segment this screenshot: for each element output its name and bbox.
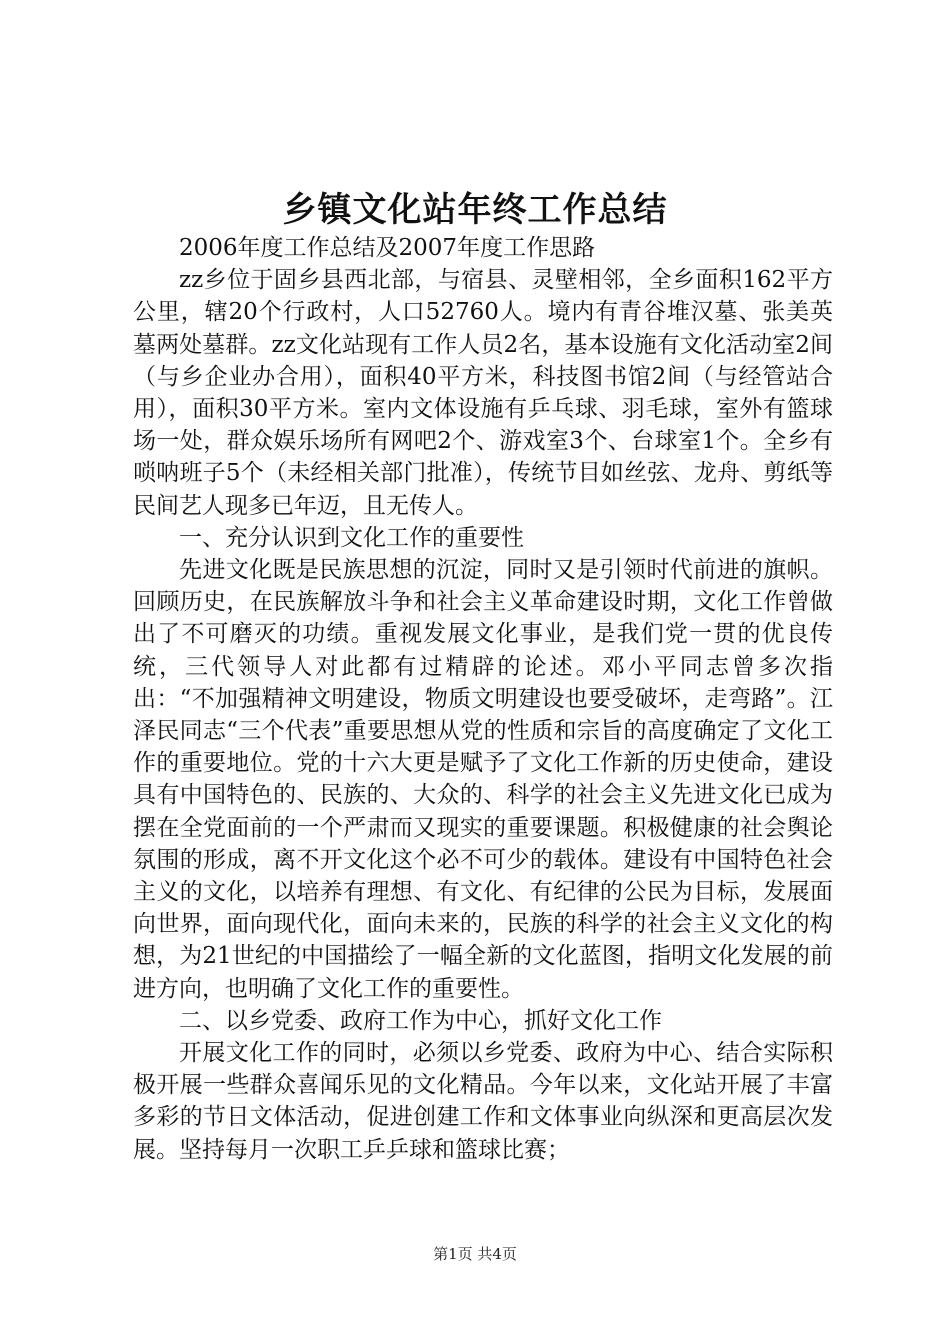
document-title: 乡镇文化站年终工作总结 [282, 190, 668, 230]
page-footer: 第1页 共4页 [433, 1245, 517, 1263]
section-heading-1: 一、充分认识到文化工作的重要性 [179, 524, 524, 551]
subtitle-paragraph: 2006年度工作总结及2007年度工作思路 [179, 235, 596, 261]
section-1-paragraph: 先进文化既是民族思想的沉淀，同时又是引领时代前进的旗帜。回顾历史，在民族解放斗争和社会主义革命建设时期，文化工作曾做出了不可磨灭的功绩。重视发展文化事业，是我们党一贯的优良传统，三代领导人对此都有过精辟的论述。邓小平同志曾多次指出：“不加强精神文明建设，物质文明建设也要受破坏，走弯路”。江泽民同志“三个代表”重要思想从党的性质和宗旨的高度确定了文化工作的重要地位。党的十六大更是赋予了文化工作新的历史使命，建设具有中国特色的、民族的、大众的、科学的社会主义先进文化已成为摆在全党面前的一个严肃而又现实的重要课题。积极健康的社会舆论氛围的形成，离不开文化这个必不可少的载体。建设有中国特色社会主义的文化，以培养有理想、有文化、有纪律的公民为目标，发展面向世界，面向现代化，面向未来的，民族的科学的社会主义文化的构想，为21世纪的中国描绘了一幅全新的文化蓝图，指明文化发展的前进方向，也明确了文化工作的重要性。 [133, 557, 833, 1002]
intro-paragraph: zz乡位于固乡县西北部，与宿县、灵壁相邻，全乡面积162平方公里，辖20个行政村，人口52760人。境内有青谷堆汉墓、张美英墓两处墓群。zz文化站现有工作人员2名，基本设施有文化活动室2间（与乡企业办合用），面积40平方米，科技图书馆2间（与经管站合用），面积30平方米。室内文体设施有乒乓球、羽毛球，室外有篮球场一处，群众娱乐场所有网吧2个、游戏室3个、台球室1个。全乡有唢呐班子5个（未经相关部门批准），传统节目如丝弦、龙舟、剪纸等民间艺人现多已年迈，且无传人。 [133, 267, 833, 519]
document-body [133, 232, 833, 1166]
section-2-paragraph: 开展文化工作的同时，必须以乡党委、政府为中心、结合实际积极开展一些群众喜闻乐见的文化精品。今年以来，文化站开展了丰富多彩的节日文体活动，促进创建工作和文体事业向纵深和更高层次发展。坚持每月一次职工乒乒球和篮球比赛； [133, 1040, 833, 1163]
section-heading-2: 二、以乡党委、政府工作为中心，抓好文化工作 [179, 1007, 662, 1034]
